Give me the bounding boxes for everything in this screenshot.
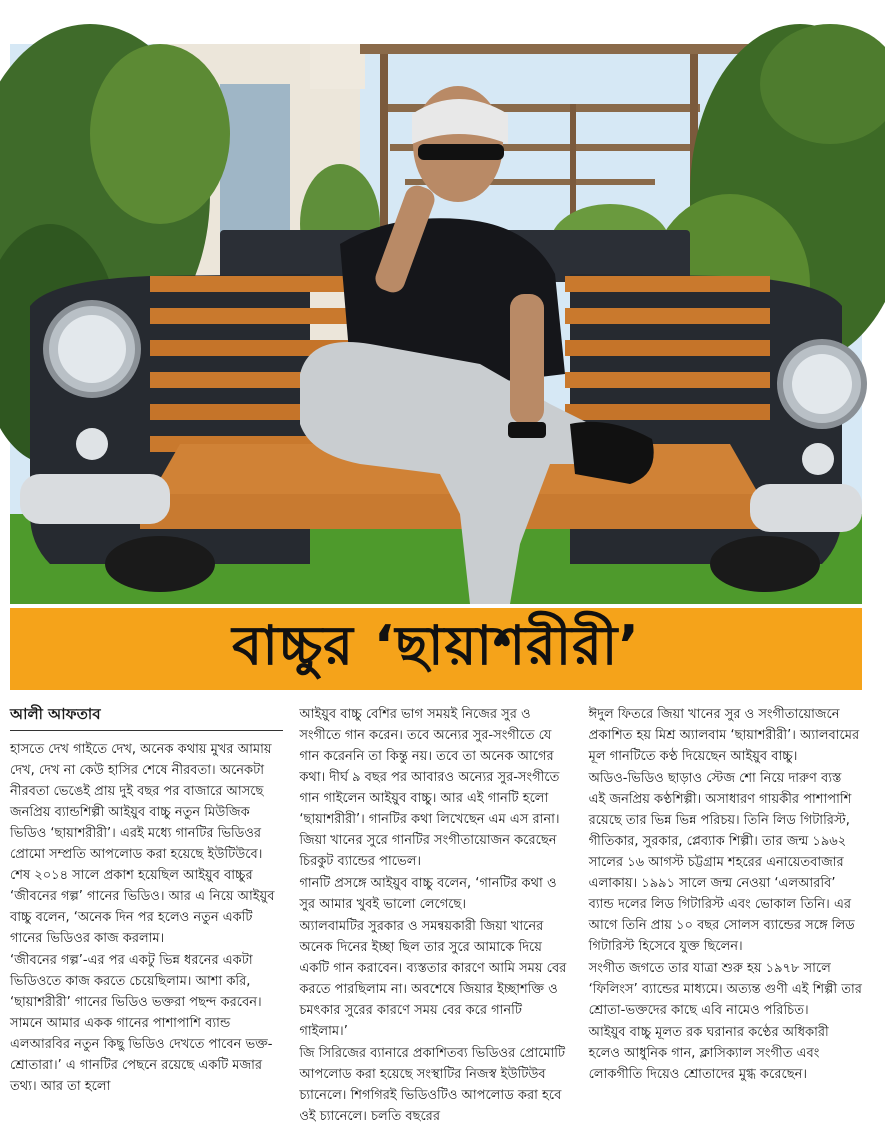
article-photo [10, 44, 862, 604]
article-column-3 [589, 704, 862, 1112]
byline: আলী আফতাব [10, 704, 283, 731]
paragraph: আইয়ুব বাচ্চু বেশির ভাগ সময়ই নিজের সুর ও সংগীতে গান করেন। তবে অন্যের সুর-সংগীতে যে গান করেননি তা কিন্তু নয়। তবে তা অনেক আগের কথা। দীর্ঘ ৯ বছর পর আবারও অন্যের সুর-সংগীতে গান গাইলেন আইয়ুব বাচ্চু। আর এই গানটি হলো ‘ছায়াশরীরী’। গানটির কথা লিখেছেন এম এস রানা। জিয়া খানের সুরে গানটির সংগীতায়োজন করেছেন চিরকুট ব্যান্ডের পাভেল। [299, 707, 560, 869]
article-column-1 [10, 704, 283, 1112]
headline: বাচ্চুর ‘ছায়াশরীরী’ [232, 614, 640, 677]
paragraph: সংগীত জগতে তার যাত্রা শুরু হয় ১৯৭৮ সালে ‘ফিলিংস’ ব্যান্ডের মাধ্যমে। অত্যন্ত গুণী এই শিল্পী তার শ্রোতা-ভক্তদের কাছে এবি নামেও পরিচিত। [588, 961, 862, 1018]
paragraph: ঈদুল ফিতরে জিয়া খানের সুর ও সংগীতায়োজনে প্রকাশিত হয় মিশ্র অ্যালবাম ‘ছায়াশরীরী’। অ্যালবামের মূল গানটিতে কণ্ঠ দিয়েছেন আইয়ুব বাচ্চু। [588, 707, 860, 764]
paragraph: হাসতে দেখ গাইতে দেখ, অনেক কথায় মুখর আমায় দেখ, দেখ না কেউ হাসির শেষে নীরবতা। অনেকটা নীরবতা ভেঙেই প্রায় দুই বছর পর বাজারে আসছে জনপ্রিয় ব্যান্ডশিল্পী আইয়ুব বাচ্চু নতুন মিউজিক ভিডিও ‘ছায়াশরীরী’। এরই মধ্যে গানটির ভিডিওর প্রোমো সম্প্রতি আপলোড করা হয়েছে ইউটিউবে। শেষ ২০১৪ সালে প্রকাশ হয়েছিল আইয়ুব বাচ্চুর ‘জীবনের গল্প’ গানের ভিডিও। আর এ নিয়ে আইয়ুব বাচ্চু বলেন, ‘অনেক দিন পর হলেও নতুন একটি গানের ভিডিওর কাজ করলাম। [10, 742, 275, 946]
paragraph: আইয়ুব বাচ্চু মূলত রক ঘরানার কণ্ঠের অধিকারী হলেও আধুনিক গান, ক্লাসিক্যাল সংগীত এবং লোকগীতি দিয়েও শ্রোতাদের মুগ্ধ করেছেন। [588, 1025, 829, 1082]
paragraph: গানটি প্রসঙ্গে আইয়ুব বাচ্চু বলেন, ‘গানটির কথা ও সুর আমার খুবই ভালো লেগেছে। [299, 876, 557, 912]
article-body [10, 704, 862, 1124]
paragraph: জি সিরিজের ব্যানারে প্রকাশিতব্য ভিডিওর প্রোমোটি আপলোড করা হয়েছে সংস্থাটির নিজস্ব ইউটিউব চ্যানেলে। শিগগিরই ভিডিওটিও আপলোড করা হবে ওই চ্যানেলে। চলতি বছরের [299, 1046, 566, 1124]
paragraph: অডিও-ভিডিও ছাড়াও স্টেজ শো নিয়ে দারুণ ব্যস্ত এই জনপ্রিয় কণ্ঠশিল্পী। অসাধারণ গায়কীর পাশাপাশি রয়েছে তার ভিন্ন ভিন্ন পরিচয়। তিনি লিড গিটারিস্ট, গীতিকার, সুরকার, প্লেব্যাক শিল্পী। তার জন্ম ১৯৬২ সালের ১৬ আগস্ট চট্টগ্রাম শহরের এনায়েতবাজার এলাকায়। ১৯৯১ সালে জন্ম নেওয়া ‘এলআরবি’ ব্যান্ড দলের লিড গিটারিস্ট এবং ভোকাল তিনি। এর আগে তিনি প্রায় ১০ বছর সোলস ব্যান্ডের সঙ্গে লিড গিটারিস্ট হিসেবে যুক্ত ছিলেন। [588, 771, 855, 954]
headline-banner [10, 608, 862, 690]
paragraph: ‘জীবনের গল্প’-এর পর একটু ভিন্ন ধরনের একটা ভিডিওতে কাজ করতে চেয়েছিলাম। আশা করি, ‘ছায়াশরীরী’ গানের ভিডিও ভক্তরা পছন্দ করবেন। সামনে আমার একক গানের পাশাপাশি ব্যান্ড এলআরবির নতুন কিছু ভিডিও দেখতে পাবেন ভক্ত-শ্রোতারা।’ এ গানটির পেছনে রয়েছে একটি মজার তথ্য। আর তা হলো [10, 953, 273, 1094]
article-column-2 [299, 704, 572, 1124]
paragraph: অ্যালবামটির সুরকার ও সমন্বয়কারী জিয়া খানের অনেক দিনের ইচ্ছা ছিল তার সুরে আমাকে দিয়ে একটি গান করাবেন। ব্যস্ততার কারণে আমি সময় বের করতে পারছিলাম না। অবশেষে জিয়ার ইচ্ছাশক্তি ও চমৎকার সুরের কারণে সময় বের করে গানটি গাইলাম।’ [299, 919, 567, 1039]
